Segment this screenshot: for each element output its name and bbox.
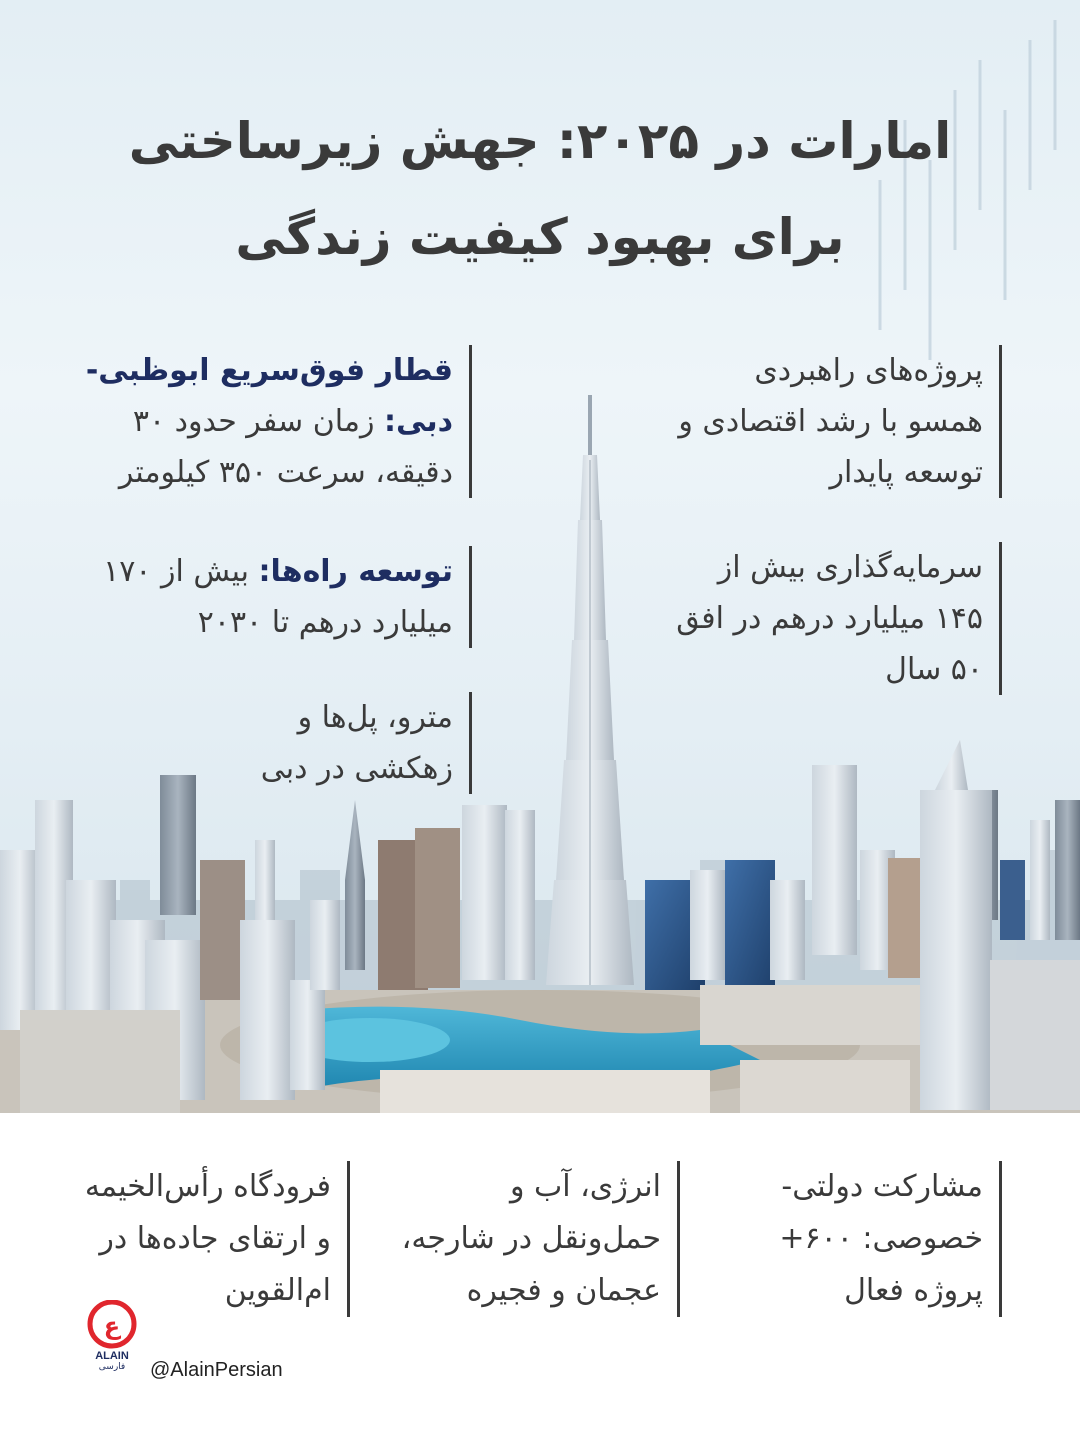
logo-sub: فارسی: [98, 1362, 126, 1372]
fact-metro-dubai: [203, 692, 472, 794]
headline-line-2: برای بهبود کیفیت زندگی: [235, 208, 845, 266]
fact-strategic-projects: [673, 345, 1002, 498]
fact-highlight: قطار فوق‌سریع ابوظبی-دبی:: [85, 353, 453, 439]
fact-investment: [673, 542, 1002, 695]
fact-highlight: توسعه راه‌ها:: [258, 554, 453, 589]
fact-text: سرمایه‌گذاری بیش از ۱۴۵ میلیارد درهم در افق ۵۰ سال: [676, 550, 983, 687]
fact-text: مترو، پل‌ها و زهکشی در دبی: [260, 700, 453, 786]
fact-text: انرژی، آب و حمل‌ونقل در شارجه، عجمان و فجیره: [401, 1169, 661, 1308]
fact-ppp: [763, 1161, 1002, 1317]
logo-name: ALAIN: [95, 1350, 129, 1362]
social-handle: @AlainPersian: [150, 1359, 283, 1381]
fact-text: زمان سفر حدود ۳۰ دقیقه، سرعت ۳۵۰ کیلومتر: [118, 404, 453, 490]
fact-airport-rak: [71, 1161, 350, 1317]
fact-text: فرودگاه رأس‌الخیمه و ارتقای جاده‌ها در ام‌القوین: [84, 1169, 331, 1308]
alain-logo-mark: [82, 1300, 142, 1350]
fact-text: بیش از ۱۷۰ میلیارد درهم تا ۲۰۳۰: [103, 554, 453, 640]
bottom-facts-panel: [0, 1113, 1080, 1440]
logo-letter: ع: [103, 1312, 121, 1340]
fact-hyperloop-train: [73, 345, 472, 498]
headline-line-1: امارات در ۲۰۲۵: جهش زیرساختی: [128, 112, 952, 170]
fact-text: پروژه‌های راهبردی همسو با رشد اقتصادی و توسعه پایدار: [678, 353, 983, 490]
fact-roads: [73, 546, 472, 648]
fact-energy-water: [401, 1161, 680, 1317]
fact-text: مشارکت دولتی-خصوصی: ۶۰۰+ پروژه فعال: [779, 1169, 983, 1308]
alain-logo: [82, 1300, 142, 1372]
